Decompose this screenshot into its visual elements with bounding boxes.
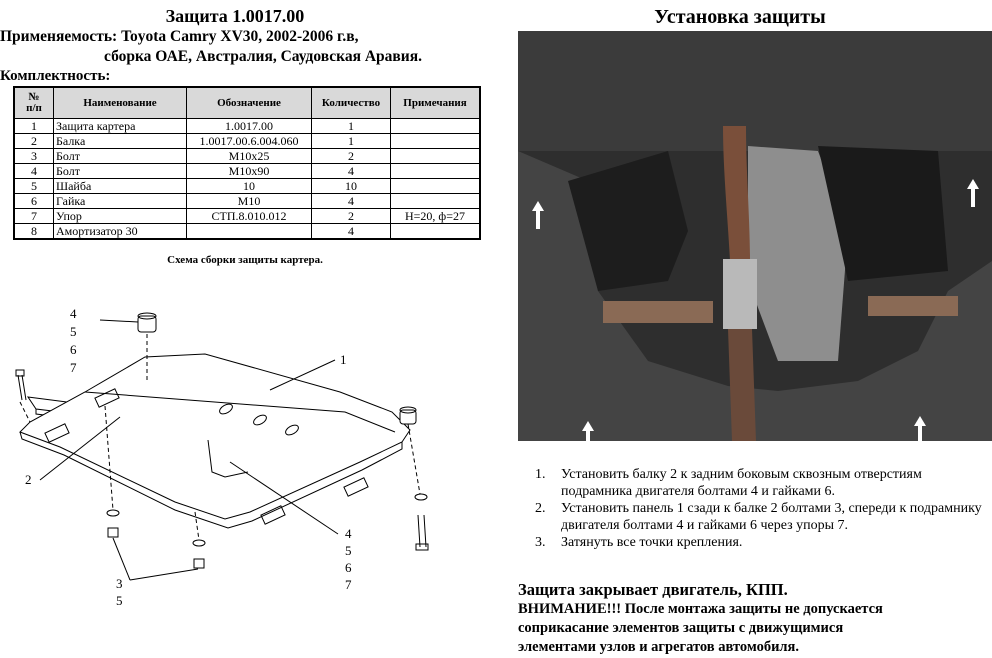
- callout-bottom-5b: 5: [116, 593, 123, 608]
- cell-name: Гайка: [54, 194, 187, 209]
- col-header-num: № п/п: [14, 87, 54, 119]
- cell-notes: [391, 119, 481, 134]
- assembly-diagram: [0, 272, 480, 658]
- table-header-row: [14, 87, 480, 119]
- cell-num: 2: [14, 134, 54, 149]
- cell-quantity: 1: [312, 119, 391, 134]
- scheme-caption: Схема сборки защиты картера.: [167, 254, 323, 266]
- callout-top-5: 5: [70, 324, 77, 339]
- step-number: 3.: [535, 535, 546, 550]
- cell-num: 7: [14, 209, 54, 224]
- callout-top-7: 7: [70, 360, 77, 375]
- cell-quantity: 4: [312, 194, 391, 209]
- applicability-line-1: Применяемость: Toyota Camry XV30, 2002-2006 г.в,: [0, 28, 359, 45]
- callout-bottom-7: 7: [345, 577, 352, 592]
- col-header-name: Наименование: [54, 87, 187, 119]
- cell-quantity: 2: [312, 149, 391, 164]
- cell-name: Балка: [54, 134, 187, 149]
- table-row: [14, 209, 480, 224]
- callout-2: 2: [25, 472, 32, 487]
- cell-name: Амортизатор 30: [54, 224, 187, 240]
- cell-designation: [187, 224, 312, 240]
- cell-notes: [391, 224, 481, 240]
- cell-notes: [391, 164, 481, 179]
- step-item: [535, 534, 987, 551]
- cell-quantity: 1: [312, 134, 391, 149]
- cell-num: 6: [14, 194, 54, 209]
- bracket: [344, 478, 368, 496]
- callout-bottom-6: 6: [345, 560, 352, 575]
- cell-quantity: 4: [312, 224, 391, 240]
- step-text: Установить панель 1 сзади к балке 2 болтами 3, спереди к подрамнику двигателя болтами 4 и гайками 6 через упоры 7.: [561, 501, 982, 533]
- cell-designation: СТП.8.010.012: [187, 209, 312, 224]
- bolt-bottom-center: [194, 559, 204, 568]
- table-row: [14, 134, 480, 149]
- cell-designation: 1.0017.00: [187, 119, 312, 134]
- installation-photo: [518, 31, 992, 441]
- bolt-bottom-left: [108, 528, 118, 537]
- cell-num: 8: [14, 224, 54, 240]
- step-number: 2.: [535, 501, 546, 516]
- cell-designation: 10: [187, 179, 312, 194]
- table-row: [14, 179, 480, 194]
- document-title: Защита 1.0017.00: [165, 6, 305, 26]
- cell-designation: М10х25: [187, 149, 312, 164]
- step-item: [535, 466, 987, 500]
- cell-name: Упор: [54, 209, 187, 224]
- cell-notes: [391, 179, 481, 194]
- cell-num: 4: [14, 164, 54, 179]
- cell-name: Болт: [54, 164, 187, 179]
- callout-bottom-3: 3: [116, 576, 123, 591]
- cell-notes: [391, 134, 481, 149]
- cell-quantity: 4: [312, 164, 391, 179]
- notice-headline: Защита закрывает двигатель, КПП.: [518, 580, 788, 599]
- cell-notes: [391, 194, 481, 209]
- callout-top-6: 6: [70, 342, 77, 357]
- cell-name: Болт: [54, 149, 187, 164]
- warning-line-2: соприкасание элементов защиты с движущимися: [518, 620, 844, 636]
- cell-quantity: 10: [312, 179, 391, 194]
- installation-steps: [535, 466, 987, 551]
- table-row: [14, 194, 480, 209]
- parts-table: [13, 86, 481, 240]
- col-header-notes: Примечания: [391, 87, 481, 119]
- applicability-line-2: сборка ОАЕ, Австралия, Саудовская Аравия.: [104, 48, 422, 65]
- col-header-designation: Обозначение: [187, 87, 312, 119]
- cell-designation: М10х90: [187, 164, 312, 179]
- col-header-quantity: Количество: [312, 87, 391, 119]
- warning-line-3: элементами узлов и агрегатов автомобиля.: [518, 639, 800, 655]
- callout-bottom-5: 5: [345, 543, 352, 558]
- cell-designation: М10: [187, 194, 312, 209]
- cell-num: 5: [14, 179, 54, 194]
- callout-1: 1: [340, 352, 347, 367]
- cell-notes: [391, 149, 481, 164]
- step-item: [535, 500, 987, 534]
- step-text: Затянуть все точки крепления.: [561, 535, 743, 550]
- table-row: [14, 119, 480, 134]
- installation-title: Установка защиты: [654, 6, 826, 28]
- cell-name: Шайба: [54, 179, 187, 194]
- kit-label: Комплектность:: [0, 68, 111, 84]
- cell-designation: 1.0017.00.6.004.060: [187, 134, 312, 149]
- callout-top-4: 4: [70, 306, 77, 321]
- cell-name: Защита картера: [54, 119, 187, 134]
- callout-bottom-4: 4: [345, 526, 352, 541]
- cell-num: 1: [14, 119, 54, 134]
- table-row: [14, 224, 480, 240]
- cell-quantity: 2: [312, 209, 391, 224]
- step-text: Установить балку 2 к задним боковым сквозным отверстиям подрамника двигателя болтами 4 и гайками 6.: [561, 467, 922, 499]
- cell-notes: Н=20, ф=27: [391, 209, 481, 224]
- warning-line-1: ВНИМАНИЕ!!! После монтажа защиты не допускается: [518, 601, 883, 617]
- step-number: 1.: [535, 467, 546, 482]
- table-row: [14, 149, 480, 164]
- cell-num: 3: [14, 149, 54, 164]
- notice-block: [518, 580, 988, 657]
- table-row: [14, 164, 480, 179]
